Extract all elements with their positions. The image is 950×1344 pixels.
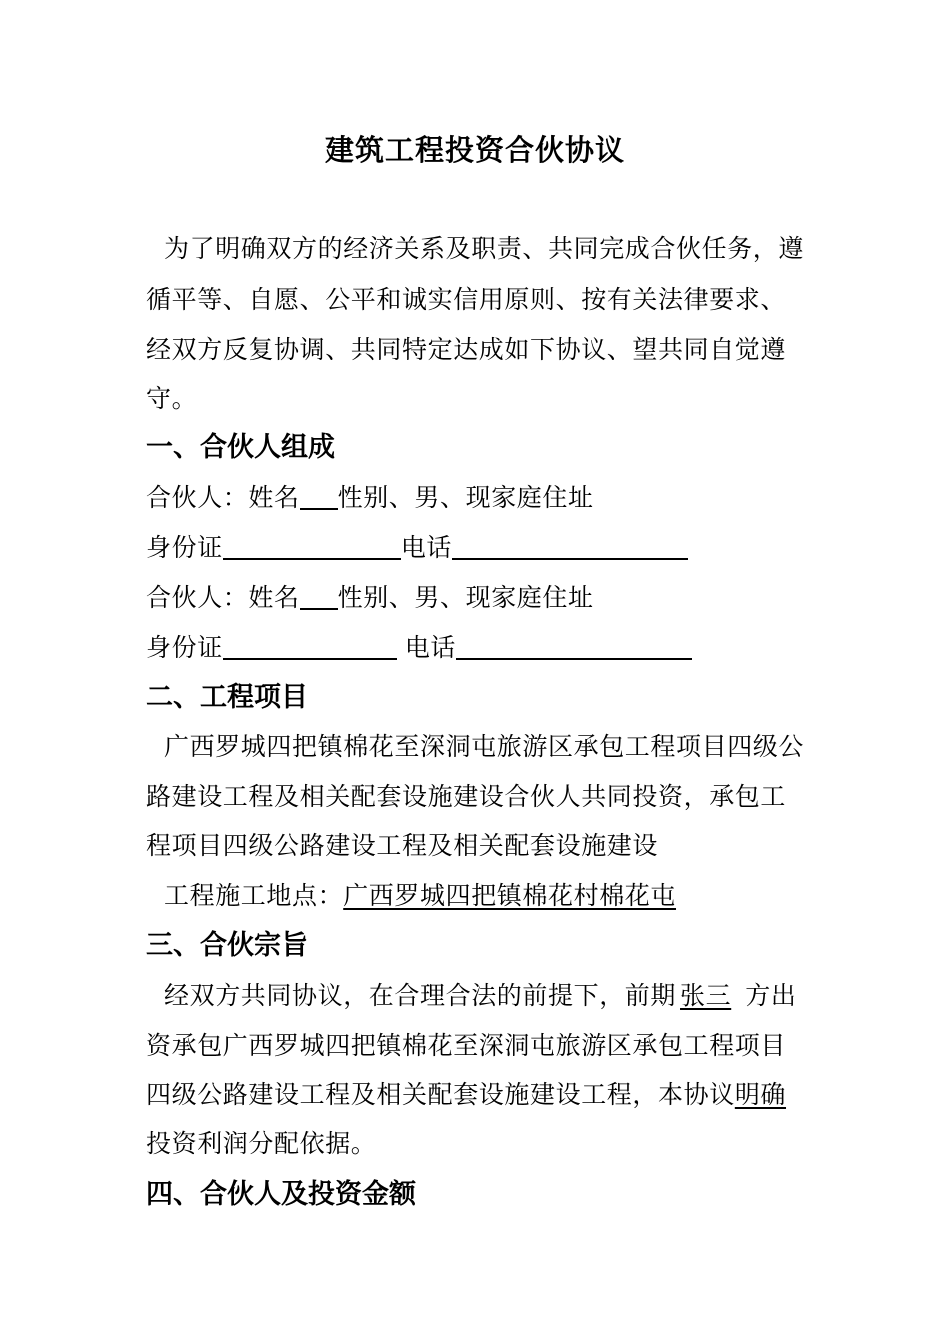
partner-2-id-line bbox=[146, 628, 692, 668]
site-value: 广西罗城四把镇棉花村棉花屯 bbox=[343, 881, 677, 910]
partner-1-id-line bbox=[146, 528, 688, 568]
intro-line-3: 经双方反复协调、共同特定达成如下协议、望共同自觉遵 bbox=[146, 335, 787, 364]
project-site-line bbox=[164, 876, 676, 916]
id-blank bbox=[223, 632, 397, 660]
purpose-underlined-text: 明确 bbox=[734, 1080, 787, 1109]
purpose-text: 方出 bbox=[745, 981, 797, 1010]
purpose-text: 四级公路建设工程及相关配套设施建设工程，本协议 bbox=[146, 1080, 735, 1109]
section-3-heading: 三、合伙宗旨 bbox=[146, 930, 308, 961]
purpose-line-3 bbox=[146, 1075, 786, 1115]
purpose-line-1 bbox=[164, 976, 796, 1016]
partner-details-label: 性别、男、现家庭住址 bbox=[337, 483, 594, 512]
partner-name-label: 合伙人：姓名 bbox=[146, 583, 300, 612]
purpose-line-2: 资承包广西罗城四把镇棉花至深洞屯旅游区承包工程项目 bbox=[146, 1031, 787, 1060]
purpose-text: 经双方共同协议，在合理合法的前提下，前期 bbox=[164, 981, 677, 1010]
section-1-heading: 一、合伙人组成 bbox=[146, 432, 335, 463]
partner-details-label: 性别、男、现家庭住址 bbox=[337, 583, 594, 612]
intro-line-2: 循平等、自愿、公平和诚实信用原则、按有关法律要求、 bbox=[146, 285, 787, 314]
id-blank bbox=[223, 532, 401, 560]
intro-line-1: 为了明确双方的经济关系及职责、共同完成合伙任务，遵 bbox=[164, 234, 805, 263]
partner-name-blank bbox=[300, 482, 338, 510]
id-label: 身份证 bbox=[146, 533, 223, 562]
document-title: 建筑工程投资合伙协议 bbox=[324, 133, 625, 167]
purpose-line-4: 投资利润分配依据。 bbox=[146, 1129, 377, 1158]
project-line-1: 广西罗城四把镇棉花至深洞屯旅游区承包工程项目四级公 bbox=[164, 732, 805, 761]
phone-label: 电话 bbox=[404, 633, 457, 662]
intro-line-4: 守。 bbox=[146, 384, 198, 413]
partner-1-line bbox=[146, 478, 594, 518]
partner-2-line bbox=[146, 578, 594, 618]
phone-blank bbox=[456, 632, 692, 660]
project-line-3: 程项目四级公路建设工程及相关配套设施建设 bbox=[146, 831, 659, 860]
site-label: 工程施工地点： bbox=[164, 881, 344, 910]
partner-name-label: 合伙人：姓名 bbox=[146, 483, 300, 512]
section-2-heading: 二、工程项目 bbox=[146, 682, 308, 713]
phone-blank bbox=[452, 532, 688, 560]
id-label: 身份证 bbox=[146, 633, 223, 662]
phone-label: 电话 bbox=[400, 533, 453, 562]
project-line-2: 路建设工程及相关配套设施建设合伙人共同投资，承包工 bbox=[146, 782, 787, 811]
section-4-heading: 四、合伙人及投资金额 bbox=[146, 1179, 416, 1210]
funding-party-name: 张三 bbox=[680, 981, 732, 1010]
partner-name-blank bbox=[300, 582, 338, 610]
